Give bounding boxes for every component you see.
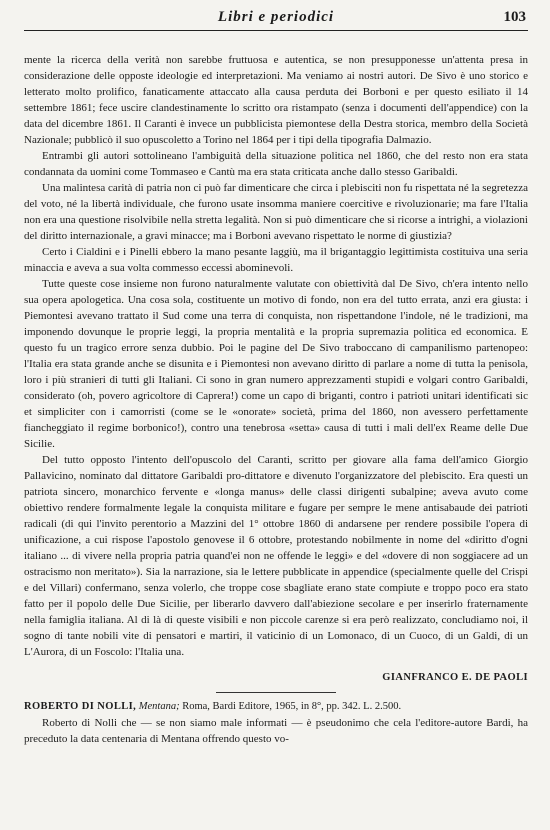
review-paragraph: Roberto di Nolli che — se non siamo male informati — è pseudonimo che cela l'editore-autore Bardi, ha preceduto la data centenaria di Mentana offrendo questo vo- (24, 717, 528, 745)
review-work-title: Mentana; (138, 701, 180, 712)
page-number: 103 (503, 9, 526, 25)
running-header (24, 6, 528, 31)
paragraph-3: Una malintesa carità di patria non ci può far dimenticare che circa i plebisciti non fu rispettata né la segretezza del voto, né la libertà individuale, che furono usate insomma maniere coercitive e rivoluzionarie; ma fare l'Italia non era una questione risolvibile nella stretta legalità. Non si può dimenticare che si ricorse a intrighi, a violazioni del diritto internazionale, a gravi minacce; ma i Borboni avevano rispettato le norme di giustizia? (24, 182, 528, 242)
paragraph-5: Tutte queste cose insieme non furono naturalmente valutate con obiettività dal De Sivo, ch'era intento nello sua opera apologetica. Una cosa sola, costituente un motivo di fondo, non era del tutto errata, anzi era giusta: i Piemontesi avevano trattato il Sud come una terra di conquista, non rispettandone l'indole, né le tradizioni, ma imponendo dovunque le proprie leggi, la propria mentalità e la propria supremazia politica ed economica. E questo fu un tragico errore senza dubbio. Poi le pagine del De Sivo traboccano di campanilismo partenopeo: l'Italia era stata grande anche se disunita e i Piemontesi non avevano diritto di parlare a nome di tutta la penisola, loro i più stranieri di tutti gli Italiani. Ci sono in gran numero apprezzamenti stupidi e volgari contro Garibaldi, considerato (oh, povero agricoltore di Caprera!) come un capo di briganti, contro i patrioti unitari identificati sic et simpliciter con i camorristi (come se le «onorate» società, prima del 1860, non avessero perfettamente fiancheggiato il regime borbonico!), contro una tenebrosa «setta» causa di tutti i mali dell'ex Reame delle Due Sicilie. (24, 278, 528, 450)
paragraph-6: Del tutto opposto l'intento dell'opuscolo del Caranti, scritto per giovare alla fama dell'amico Giorgio Pallavicino, nominato dal dittatore Garibaldi pro-dittatore e divenuto l'organizzatore del plebiscito. Era questi un patriota sincero, monarchico fervente e «longa manus» delle classi dirigenti subalpine; aveva avuto come obiettivo rendere formalmente legale la conquista militare e fugare per sempre le mene antisabaude dei patrioti radicali (di qui l'invito perentorio a Mazzini del 1° ottobre 1860 di andarsene per rendere possibile l'opera di unificazione, a cui rispose l'apostolo genovese il 6 ottobre, protestando nobilmente in nome del «diritto d'ogni italiano ... di vivere nella propria patria quand'ei non ne offende le leggi» e del «dovere di non soggiacere ad un ostracismo non meritato»). Sia la narrazione, sia le lettere pubblicate in appendice (specialmente quelle del Crispi e del Villari) confermano, senza volerlo, che troppe cose sbagliate erano state compiute e troppo poco era stato fatto per il popolo delle Due Sicilie, per liberarlo davvero dall'abiezione secolare e per inserirlo fraternamente nella famiglia italiana. Al di là di queste visibili e non piccole carenze si era però realizzato, concludiamo noi, il sogno di tante nobili vite di pensatori e martiri, il vaticinio di un Lomonaco, di un Cuoco, di un Galdi, di un L'Aurora, di un Foscolo: l'Italia una. (24, 454, 528, 658)
running-title: Libri e periodici (217, 9, 335, 25)
paragraph-2: Entrambi gli autori sottolineano l'ambiguità della situazione politica nel 1860, che del resto non era stata condannata da uomini come Tommaseo e Cantù ma era stata criticata anche dallo stesso Garibaldi. (24, 150, 528, 178)
paragraph-1: mente la ricerca della verità non sarebbe fruttuosa e autentica, se non presupponesse un'attenta presa in considerazione delle opposte ideologie ed interpretazioni. Ma veniamo ai nostri autori. De Sivo è uno storico e letterato molto prolifico, fanaticamente attaccato alla causa perduta dei Borboni e per questo esiliato il 14 settembre 1861; fece uscire clandestinamente lo scritto ora ristampato (senza i documenti dell'appendice) con la data del dicembre 1861. Il Caranti è invece un pubblicista piemontese della Destra storica, membro della Società Nazionale; pubblicò il suo opuscoletto a Torino nel 1864 per i tipi della tipografia Dalmazio. (24, 54, 528, 146)
review-citation (24, 699, 528, 715)
review-publication-details: Roma, Bardi Editore, 1965, in 8°, pp. 342. L. 2.500. (182, 701, 402, 712)
section-divider (216, 692, 336, 693)
review-author: ROBERTO DI NOLLI, (24, 701, 137, 712)
article-body (24, 52, 528, 747)
paragraph-4: Certo i Cialdini e i Pinelli ebbero la mano pesante laggiù, ma il brigantaggio legittimista costituiva una seria minaccia e aveva a sua volta commesso eccessi abominevoli. (24, 246, 528, 274)
author-signature: GIANFRANCO E. DE PAOLI (382, 672, 528, 683)
